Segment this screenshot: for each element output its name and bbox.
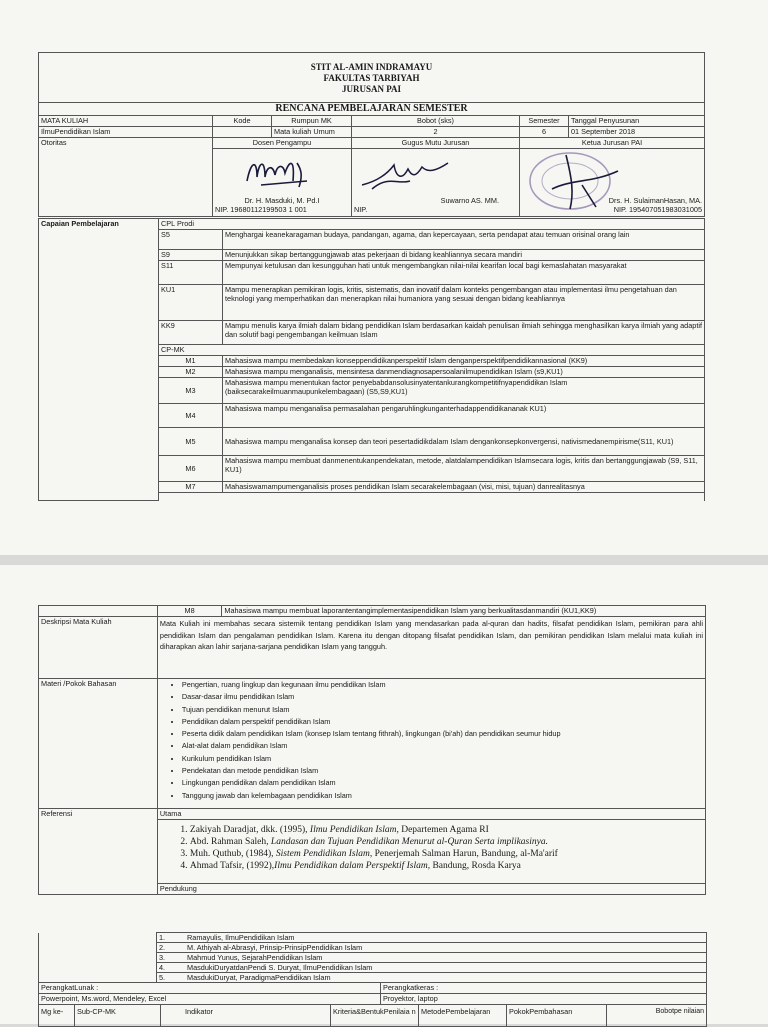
course-group: Mata kuliah Umum bbox=[272, 127, 352, 138]
topic-header: PokokPembahasan bbox=[507, 1005, 607, 1027]
references-label: Referensi bbox=[39, 809, 158, 895]
cpl-code: S11 bbox=[159, 261, 223, 285]
institution-block bbox=[39, 53, 705, 103]
cpmk-text: Mahasiswa mampu membuat danmenentukanpendekatan, metode, alatdalampendidikan Islamsecara logis, kritis dan bertanggungjawab (S9, S11, KU1) bbox=[223, 456, 705, 482]
support-references-table bbox=[38, 932, 707, 983]
plan-header-row bbox=[39, 1005, 707, 1027]
hardware-label: Perangkatkeras : bbox=[381, 983, 707, 994]
lecturer-name: Dr. H. Masduki, M. Pd.I bbox=[244, 196, 320, 205]
head-name: Drs. H. SulaimanHasan, MA. bbox=[608, 196, 703, 205]
cpl-code: S5 bbox=[159, 230, 223, 250]
criteria-header: Kriteria&BentukPenilaia n bbox=[331, 1005, 419, 1027]
support-reference-number: 4. bbox=[159, 963, 166, 972]
date-label: Tanggal Penyusunan bbox=[569, 116, 705, 127]
course-header-row bbox=[39, 116, 705, 127]
materials-cell bbox=[157, 679, 705, 809]
week-header: Mg ke- bbox=[39, 1005, 75, 1027]
software-label: PerangkatLunak : bbox=[39, 983, 381, 994]
head-nip: NIP. 195407051983031005 bbox=[613, 205, 703, 214]
rps-header-table bbox=[38, 52, 705, 217]
cpmk-code: M7 bbox=[159, 482, 223, 493]
support-reference-number: 5. bbox=[159, 973, 166, 982]
cpl-text: Mempunyai ketulusan dan kesungguhan hati untuk mengembangkan nilai-nilai kearifan local bagi kemaslahatan masyarakat bbox=[223, 261, 705, 285]
support-reference-number: 1. bbox=[159, 933, 166, 942]
support-reference-number: 3. bbox=[159, 953, 166, 962]
course-name-label: MATA KULIAH bbox=[39, 116, 213, 127]
material-item: • Tujuan pendidikan menurut Islam bbox=[182, 704, 703, 716]
document-title: RENCANA PEMBELAJARAN SEMESTER bbox=[39, 103, 705, 116]
head-signature-cell bbox=[520, 149, 705, 217]
cpmk-row bbox=[39, 606, 706, 617]
lecturer-nip: NIP. 19680112199503 1 001 bbox=[215, 205, 307, 214]
course-semester: 6 bbox=[520, 127, 569, 138]
qa-signature-cell bbox=[352, 149, 520, 217]
cpmk-text: Mahasiswamampumenganalisis proses pendidikan Islam secarakelembagaan (visi, misi, tujuan) danrealitasnya bbox=[223, 482, 705, 493]
qa-title: Gugus Mutu Jurusan bbox=[352, 138, 520, 149]
material-item: • Lingkungan pendidikan dalam pendidikan Islam bbox=[182, 777, 703, 789]
reference-title: Sistem Pendidikan Islam, bbox=[275, 849, 373, 859]
cpl-code: KU1 bbox=[159, 285, 223, 321]
semester-label: Semester bbox=[520, 116, 569, 127]
support-reference-text: Mahmud Yunus, SejarahPendidikan Islam bbox=[187, 953, 323, 962]
cpmk-code: M1 bbox=[159, 356, 223, 367]
reference-publisher: Bandung, Rosda Karya bbox=[430, 861, 521, 871]
material-item: • Peserta didik dalam pendidikan Islam (konsep Islam tentang fithrah), lingkungan (bi'ah) dan pendidikan seumur hidup bbox=[182, 728, 703, 740]
lecturer-signature-cell bbox=[213, 149, 352, 217]
cpl-text: Menunjukkan sikap bertanggungjawab atas pekerjaan di bidang keahliannya secara mandiri bbox=[223, 250, 705, 261]
material-item: • Pengertian, ruang lingkup dan kegunaan ilmu pendidikan Islam bbox=[182, 679, 703, 691]
course-code bbox=[213, 127, 272, 138]
cpmk-code: M3 bbox=[159, 378, 223, 404]
course-value-row bbox=[39, 127, 705, 138]
material-item: • Kurikulum pendidikan Islam bbox=[182, 753, 703, 765]
code-label: Kode bbox=[213, 116, 272, 127]
reference-author: Ahmad Tafsir, (1992), bbox=[189, 861, 275, 871]
reference-title: Landasan dan Tujuan Pendidikan Menurut al-Quran Serta implikasinya. bbox=[270, 837, 548, 847]
materials-list bbox=[160, 679, 703, 802]
credits-label: Bobot (sks) bbox=[352, 116, 520, 127]
description-label: Deskripsi Mata Kuliah bbox=[39, 617, 158, 679]
main-references-cell bbox=[157, 820, 705, 884]
hardware-value: Proyektor, laptop bbox=[381, 994, 707, 1005]
cpl-code: KK9 bbox=[159, 321, 223, 345]
media-table bbox=[38, 982, 707, 1005]
main-reference-item bbox=[190, 824, 703, 836]
cpmk-code: M4 bbox=[159, 404, 223, 428]
description-text: Mata Kuliah ini membahas secara sistemik tentang pendidikan Islam yang mendasarkan pada al-quran dan hadits, filsafat pendidikan Islam, pemikiran para ahli pendidikan Islam dan pengalaman pendidikan Islam. Karena itu dengan ditopang filsafat pendidikan Islam, dan pemikiran pendidikan Islam melalui mata kuliah ini diharapkan akan lahir sarjana-sarjana pendidikan Islam yang tangguh. bbox=[157, 617, 705, 679]
support-reference-row bbox=[39, 943, 707, 953]
cpmk-label: CP-MK bbox=[159, 345, 705, 356]
outcomes-table bbox=[38, 218, 705, 501]
page-2 bbox=[0, 565, 768, 1024]
support-reference-text: Ramayulis, IlmuPendidikan Islam bbox=[187, 933, 295, 942]
support-reference-text: MasdukiDuryat, ParadigmaPendidikan Islam bbox=[187, 973, 331, 982]
group-label: Rumpun MK bbox=[272, 116, 352, 127]
qa-nip: NIP. bbox=[354, 205, 368, 214]
material-item: • Alat-alat dalam pendidikan Islam bbox=[182, 740, 703, 752]
cpl-text: Mampu menerapkan pemikiran logis, kritis, sistematis, dan inovatif dalam konteks pengembangan atau implementasi ilmu pengetahuan dan teknologi yang memperhatikan dan menerapkan nilai humaniora yang sesuai dengan bidang keahliannya bbox=[223, 285, 705, 321]
support-reference-row bbox=[39, 933, 707, 943]
cpl-text: Mampu menulis karya ilmiah dalam bidang pendidikan Islam berdasarkan kaidah penulisan ilmiah sehingga menghasilkan karya ilmiah yang adaptif dan solutif bagi pengembangan keilmuan Islam bbox=[223, 321, 705, 345]
main-references-list bbox=[160, 824, 703, 872]
material-item: • Dasar-dasar ilmu pendidikan Islam bbox=[182, 691, 703, 703]
cpl-code: S9 bbox=[159, 250, 223, 261]
subcpmk-header: Sub-CP-MK bbox=[75, 1005, 161, 1027]
course-date: 01 September 2018 bbox=[569, 127, 705, 138]
institution-name: STIT AL-AMIN INDRAMAYU bbox=[310, 62, 433, 72]
course-credits: 2 bbox=[352, 127, 520, 138]
cpmk-code: M5 bbox=[159, 428, 223, 456]
support-references-label: Pendukung bbox=[157, 884, 705, 895]
cpl-label: CPL Prodi bbox=[159, 219, 705, 230]
main-references-label: Utama bbox=[157, 809, 705, 820]
material-item: • Pendidikan dalam perspektif pendidikan Islam bbox=[182, 716, 703, 728]
weight-header: Bobotpe nilaian bbox=[607, 1005, 707, 1027]
reference-publisher: Penerjemah Salman Harun, Bandung, al-Ma'arif bbox=[372, 849, 558, 859]
faculty-name: FAKULTAS TARBIYAH bbox=[323, 73, 420, 83]
support-reference-text: MasdukiDuryatdanPendi S. Duryat, IlmuPendidikan Islam bbox=[187, 963, 373, 972]
support-reference-row bbox=[39, 953, 707, 963]
reference-title: Ilmu Pendidikan Islam, bbox=[309, 825, 399, 835]
cpmk-code: M2 bbox=[159, 367, 223, 378]
reference-title: Ilmu Pendidikan dalam Perspektif Islam, bbox=[274, 861, 431, 871]
qa-signature bbox=[358, 155, 458, 195]
cpmk-text: Mahasiswa mampu menganalisis, mensintesa danmendiagnosapersoalanilmupendidikan Islam (s9,KU1) bbox=[223, 367, 705, 378]
lecturer-signature bbox=[241, 151, 321, 193]
cpmk-text: Mahasiswa mampu menganalisa permasalahan pengaruhlingkunganterhadappendidikananak KU1) bbox=[223, 404, 705, 428]
head-title: Ketua Jurusan PAI bbox=[520, 138, 705, 149]
support-reference-row bbox=[39, 973, 707, 983]
support-reference-row bbox=[39, 963, 707, 973]
cpmk-code: M6 bbox=[159, 456, 223, 482]
authority-label: Otoritas bbox=[39, 138, 213, 217]
cpmk-text: Mahasiswa mampu membedakan konseppendidikanperspektif Islam denganperspektifpendidikannasional (KK9) bbox=[223, 356, 705, 367]
support-reference-text: M. Athiyah al-Abrasyi, Prinsip-PrinsipPendidikan Islam bbox=[187, 943, 363, 952]
indicator-header: Indikator bbox=[161, 1005, 331, 1027]
reference-author: Abd. Rahman Saleh, bbox=[189, 837, 271, 847]
reference-author: Zakiyah Daradjat, dkk. (1995), bbox=[189, 825, 310, 835]
qa-name: Suwarno AS. MM. bbox=[440, 196, 499, 205]
lecturer-title: Dosen Pengampu bbox=[213, 138, 352, 149]
department-name: JURUSAN PAI bbox=[341, 84, 402, 94]
software-value: Powerpoint, Ms.word, Mendeley, Excel bbox=[39, 994, 381, 1005]
course-name: IlmuPendidikan Islam bbox=[39, 127, 213, 138]
main-reference-item bbox=[190, 836, 703, 848]
cpmk-text: Mahasiswa mampu menentukan factor penyebabdansolusinyatentankurangkompetitifnyapendidikan Islam (baiksecarakeilmuanmaupunkelembagaan) (S5,S9,KU1) bbox=[223, 378, 705, 404]
outcomes-label: Capaian Pembelajaran bbox=[39, 219, 159, 501]
support-reference-number: 2. bbox=[159, 943, 166, 952]
main-reference-item bbox=[190, 860, 703, 872]
rps-continuation-table bbox=[38, 605, 706, 895]
material-item: • Pendekatan dan metode pendidikan Islam bbox=[182, 765, 703, 777]
reference-author: Muh. Quthub, (1984), bbox=[189, 849, 276, 859]
cpmk-text: Mahasiswa mampu membuat laporantentangimplementasipendidikan Islam yang berkualitasdanmandiri (KU1,KK9) bbox=[222, 606, 706, 617]
cpmk-code: M8 bbox=[157, 606, 221, 617]
cpmk-text: Mahasiswa mampu menganalisa konsep dan teori pesertadidikdalam Islam dengankonsepkonvergensi, nativismedanempirisme(S11, KU1) bbox=[223, 428, 705, 456]
main-reference-item bbox=[190, 848, 703, 860]
cpl-text: Menghargai keanekaragaman budaya, pandangan, agama, dan kepercayaan, serta pendapat atau temuan orisinal orang lain bbox=[223, 230, 705, 250]
method-header: MetodePembelajaran bbox=[419, 1005, 507, 1027]
materials-label: Materi /Pokok Bahasan bbox=[39, 679, 158, 809]
material-item: • Tanggung jawab dan kelembagaan pendidikan Islam bbox=[182, 790, 703, 802]
reference-publisher: Departemen Agama RI bbox=[398, 825, 489, 835]
